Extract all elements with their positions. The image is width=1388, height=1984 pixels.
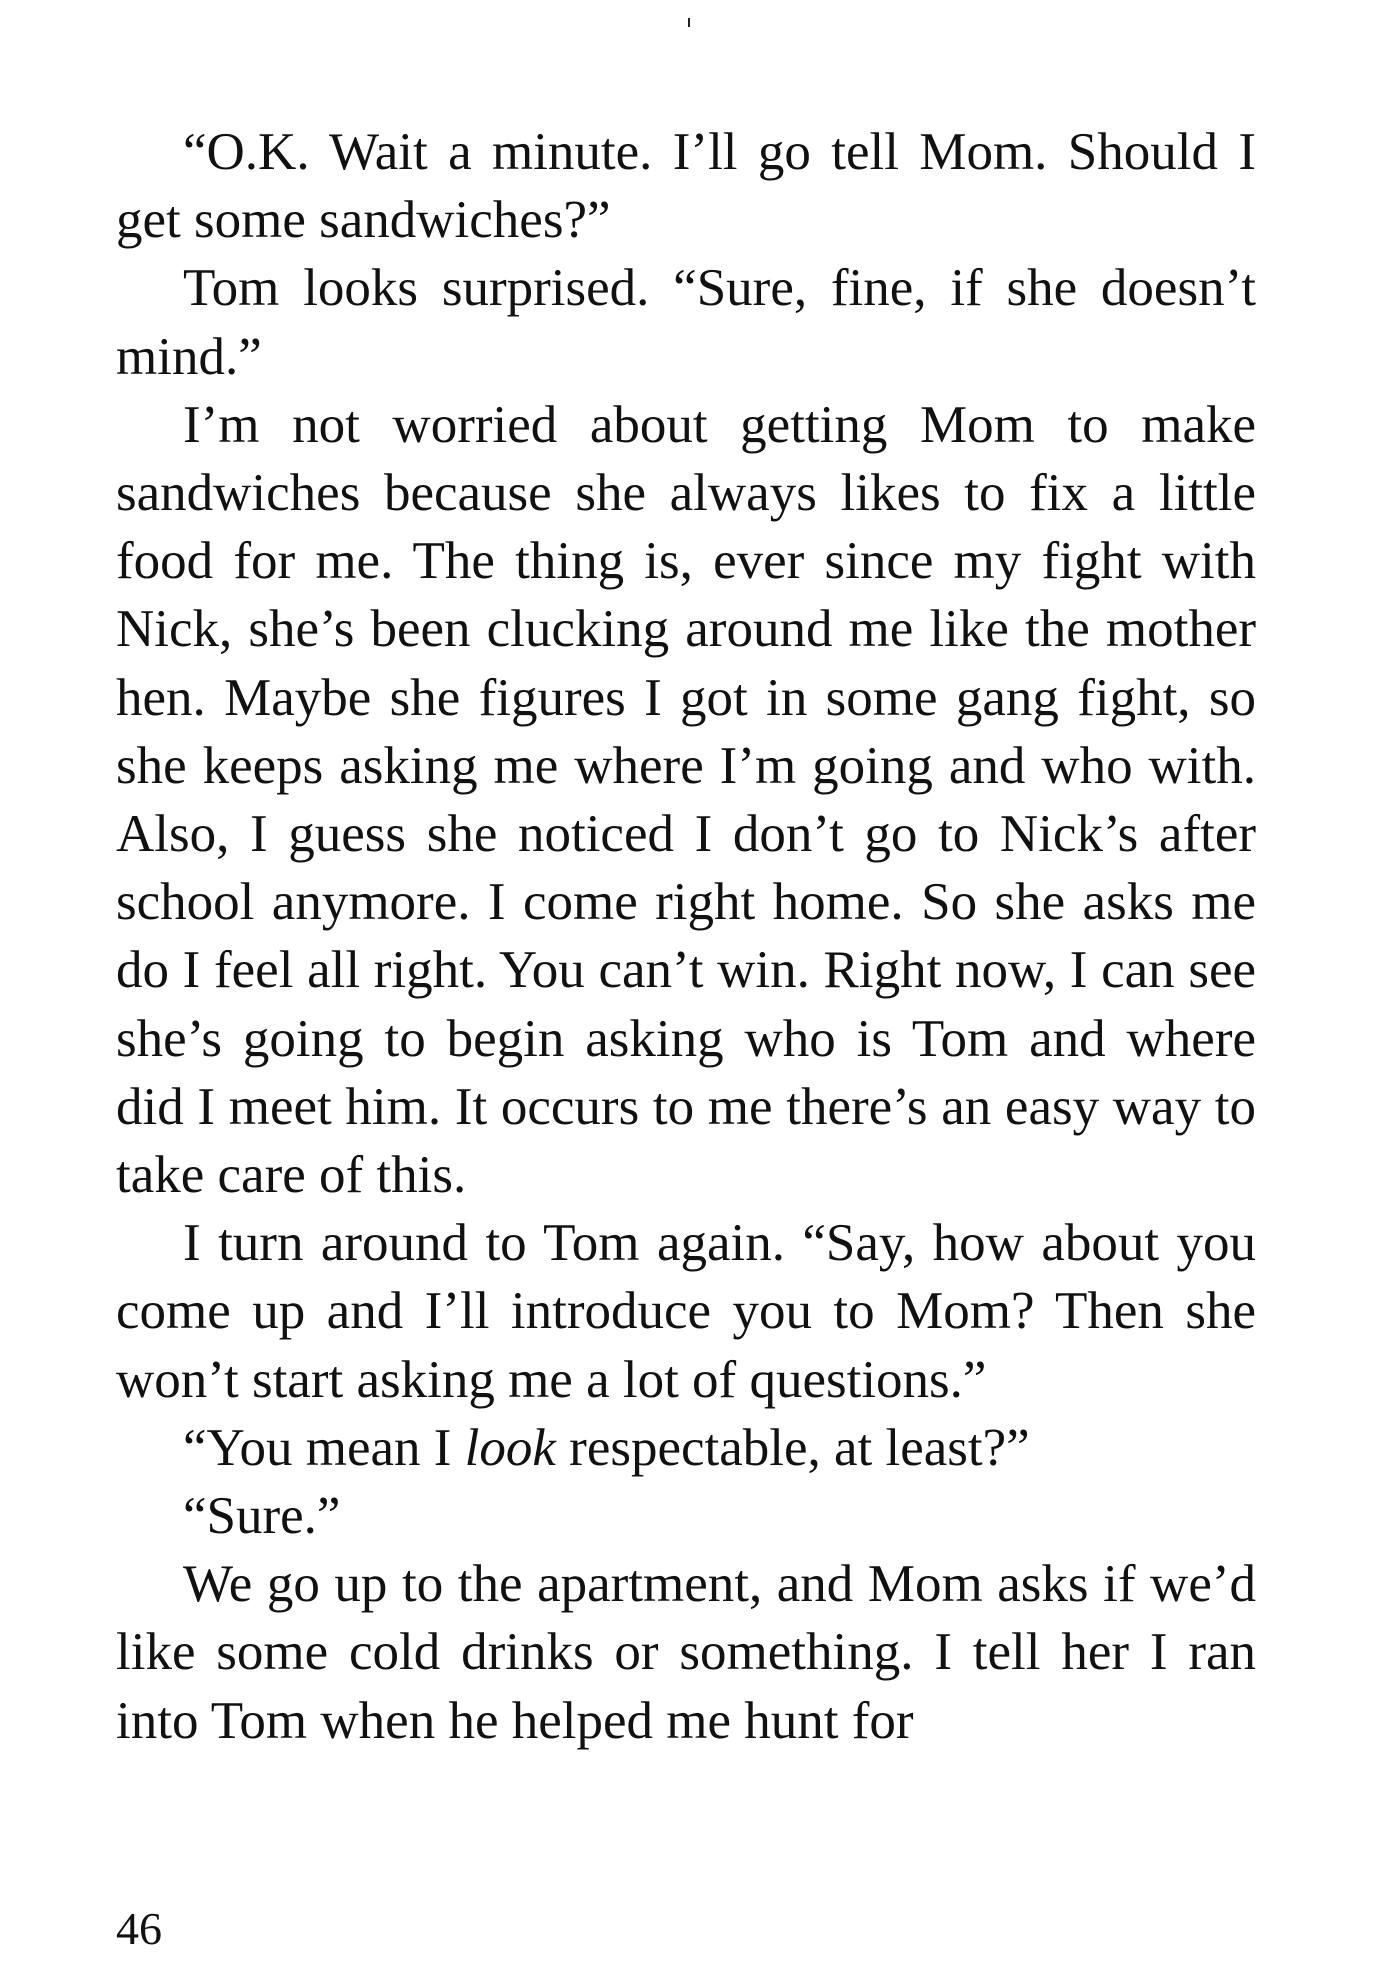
- paragraph: [116, 118, 1256, 254]
- text-run: “You mean I: [183, 1418, 465, 1477]
- text-run: respectable, at least?”: [555, 1418, 1030, 1477]
- paragraph: [116, 1550, 1256, 1755]
- print-speck: [688, 18, 690, 27]
- text-run: “O.K. Wait a minute. I’ll go tell Mom. Should I get some sandwiches?”: [116, 123, 1256, 250]
- body-text: [116, 118, 1256, 1755]
- page-number: 46: [116, 1903, 162, 1954]
- italic-text-run: look: [464, 1418, 556, 1477]
- paragraph: [116, 1209, 1256, 1414]
- text-run: Tom looks surprised. “Sure, fine, if she doesn’t mind.”: [116, 259, 1256, 386]
- text-run: I’m not worried about getting Mom to make sandwiches because she always likes to fix a little food for me. The thing is, ever since my fight with Nick, she’s been clucking around me like the mother hen. Maybe she figures I got in some gang fight, so she keeps asking me where I’m going and who with. Also, I guess she noticed I don’t go to Nick’s after school anymore. I come right home. So she asks me do I feel all right. You can’t win. Right now, I can see she’s going to begin asking who is Tom and where did I meet him. It occurs to me there’s an easy way to take care of this.: [116, 395, 1256, 1205]
- paragraph: [116, 391, 1256, 1209]
- paragraph: [116, 1414, 1256, 1482]
- text-run: I turn around to Tom again. “Say, how about you come up and I’ll introduce you to Mom? Then she won’t start asking me a lot of questions.”: [116, 1214, 1256, 1409]
- text-run: “Sure.”: [183, 1487, 341, 1546]
- paragraph: [116, 254, 1256, 390]
- paragraph: [116, 1482, 1256, 1550]
- text-run: We go up to the apartment, and Mom asks if we’d like some cold drinks or something. I tell her I ran into Tom when he helped me hunt for: [116, 1555, 1256, 1750]
